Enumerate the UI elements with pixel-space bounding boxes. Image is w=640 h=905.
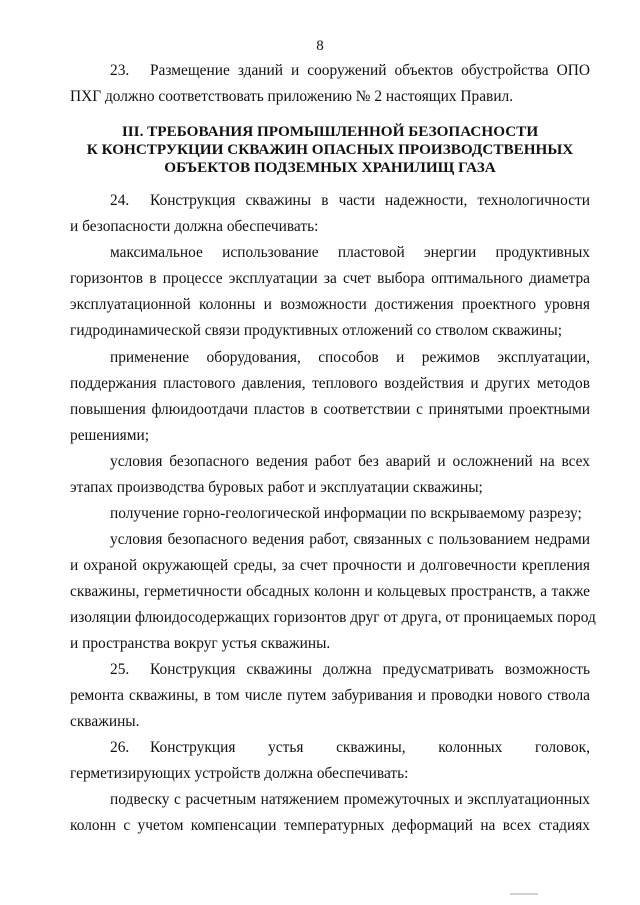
para-24-line-1: 24. Конструкция скважины в части надежности, технологичности [110, 192, 590, 209]
para-25-line-3: скважины. [70, 713, 140, 730]
para-26-line-1: 26. Конструкция устья скважины, колонных головок, [110, 739, 590, 756]
para-24-item-5-line-5: и пространства вокруг устья скважины. [70, 635, 331, 652]
para-24-item-1-line-3: эксплуатационной колонны и возможности достижения проектного уровня [70, 296, 590, 313]
para-24-item-3-line-2: этапах производства буровых работ и эксплуатации скважины; [70, 479, 483, 496]
para-24-item-5-line-1: условия безопасного ведения работ, связанных с пользованием недрами [110, 531, 590, 548]
section-heading-line-1: III. ТРЕБОВАНИЯ ПРОМЫШЛЕННОЙ БЕЗОПАСНОСТИ [121, 123, 539, 140]
scan-artifact [510, 893, 538, 895]
para-26-item-1-line-1: подвеску с расчетным натяжением промежуточных и эксплуатационных [110, 791, 590, 808]
para-24-line-2: и безопасности должна обеспечивать: [70, 218, 319, 235]
para-26-line-2: герметизирующих устройств должна обеспечивать: [70, 765, 409, 782]
para-23-line-1: 23. Размещение зданий и сооружений объектов обустройства ОПО [110, 62, 590, 79]
para-24-item-2-line-4: решениями; [70, 427, 150, 444]
para-26-number: 26. [110, 739, 130, 756]
para-24-item-1-line-4: гидродинамической связи продуктивных отложений со стволом скважины; [70, 322, 562, 339]
para-24-item-5-line-3: скважины, герметичности обсадных колонн и кольцевых пространств, а также [70, 583, 590, 600]
page-number: 8 [316, 38, 324, 54]
para-23-number: 23. [110, 62, 130, 79]
para-24-item-2-line-3: повышения флюидоотдачи пластов в соответствии с принятыми проектными [70, 401, 590, 418]
para-24-item-1-line-1: максимальное использование пластовой энергии продуктивных [110, 244, 590, 261]
para-24-item-5-line-4: изоляции флюидосодержащих горизонтов друг от друга, от проницаемых пород [70, 609, 596, 626]
para-24-item-2-line-1: применение оборудования, способов и режимов эксплуатации, [110, 349, 590, 366]
section-heading-line-2: К КОНСТРУКЦИИ СКВАЖИН ОПАСНЫХ ПРОИЗВОДСТВЕННЫХ [86, 141, 574, 158]
para-25-line-2: ремонта скважины, в том числе путем забуривания и проводки нового ствола [70, 687, 590, 704]
para-26-item-1-line-2: колонн с учетом компенсации температурных деформаций на всех стадиях [70, 817, 590, 834]
para-24-item-4-line-1: получение горно-геологической информации по вскрываемому разрезу; [110, 505, 582, 522]
para-24-item-3-line-1: условия безопасного ведения работ без аварий и осложнений на всех [110, 453, 590, 470]
para-25-line-1: 25. Конструкция скважины должна предусматривать возможность [110, 661, 590, 678]
para-24-item-1-line-2: горизонтов в процессе эксплуатации за счет выбора оптимального диаметра [70, 270, 590, 287]
section-heading-line-3: ОБЪЕКТОВ ПОДЗЕМНЫХ ХРАНИЛИЩ ГАЗА [164, 159, 496, 176]
section-heading [70, 123, 590, 177]
para-23-line-2: ПХГ должно соответствовать приложению № 2 настоящих Правил. [70, 88, 514, 105]
para-24-number: 24. [110, 192, 130, 209]
para-25-number: 25. [110, 661, 130, 678]
para-24-item-2-line-2: поддержания пластового давления, теплового воздействия и других методов [70, 375, 590, 392]
para-24-item-5-line-2: и охраной окружающей среды, за счет прочности и долговечности крепления [70, 557, 590, 574]
